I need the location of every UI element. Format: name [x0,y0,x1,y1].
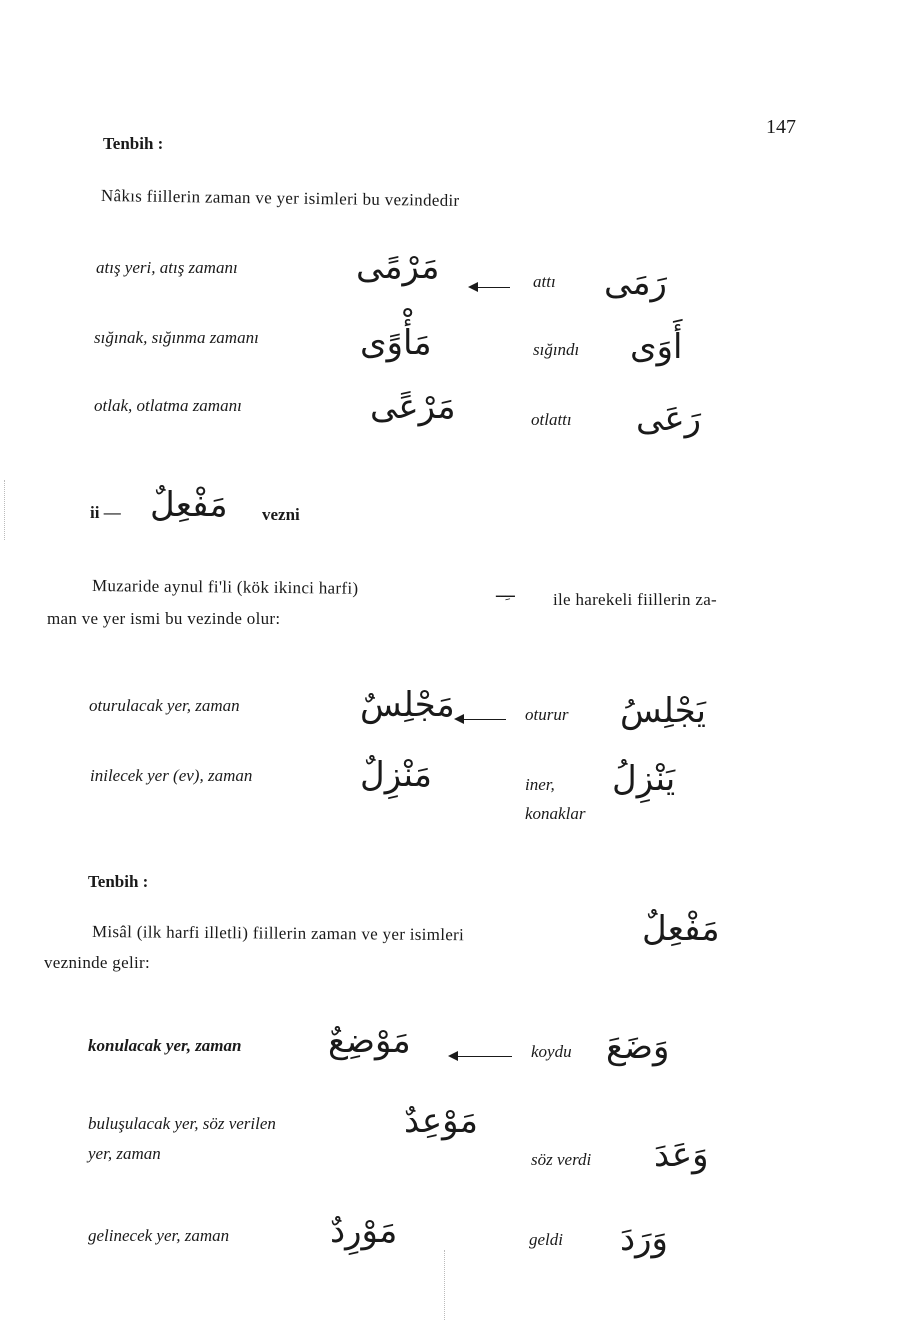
row8-noun: مَوْرِدٌ [330,1211,398,1251]
row3-noun: مَرْعًى [370,387,456,427]
row7-gloss: söz verdi [531,1150,592,1169]
row4-meaning: oturulacak yer, zaman [89,696,240,715]
row1-noun: مَرْمًى [356,247,440,287]
row4-noun: مَجْلِسٌ [360,685,455,725]
row2-verb: أَوَى [630,327,683,367]
row6-noun: مَوْضِعٌ [328,1021,411,1061]
page-number: 147 [766,116,796,138]
row5-gloss: iner, [525,775,555,794]
section2-suffix: vezni [262,505,300,524]
section3-pattern: مَفْعِلٌ [642,909,720,949]
row3-gloss: otlattı [531,410,572,429]
arrow-icon [450,1056,512,1057]
row7-verb: وَعَدَ [654,1135,709,1175]
section3-text-line1: Misâl (ilk harfi illetli) fiillerin zaman ve yer isimleri [91,922,465,945]
section1-heading: Tenbih : [103,134,164,153]
row8-meaning: gelinecek yer, zaman [88,1226,230,1245]
row5-verb: يَنْزِلُ [612,759,676,799]
row2-gloss: sığındı [533,340,580,359]
section2-text-line1: Muzaride aynul fi'li (kök ikinci harfi) [91,576,359,598]
section2-pattern: مَفْعِلٌ [150,485,228,525]
section3-text-line2: vezninde gelir: [44,953,150,972]
scan-artifact [4,480,5,540]
row8-gloss: geldi [529,1230,563,1249]
row2-meaning: sığınak, sığınma zamanı [94,328,259,347]
row1-meaning: atış yeri, atış zamanı [96,258,238,277]
row5-noun: مَنْزِلٌ [360,755,432,795]
section1-text: Nâkıs fiillerin zaman ve yer isimleri bu vezindedir [100,186,460,211]
row5-meaning: inilecek yer (ev), zaman [90,766,253,785]
row7-meaning: buluşulacak yer, söz verilen [88,1114,276,1133]
section2-kasra: ــِــ [496,584,515,601]
section2-text-line1b: ile harekeli fiillerin za- [553,590,718,609]
row4-gloss: oturur [525,705,569,724]
section2-text-line2: man ve yer ismi bu vezinde olur: [47,609,281,628]
scan-artifact [444,1250,445,1320]
row1-gloss: attı [533,272,556,291]
row7-meaning-2: yer, zaman [88,1144,161,1163]
row7-noun: مَوْعِدٌ [404,1101,478,1141]
arrow-icon [470,287,510,288]
row1-verb: رَمَى [604,263,667,303]
row3-verb: رَعَى [636,399,702,439]
row6-verb: وَضَعَ [606,1027,670,1067]
row6-gloss: koydu [531,1042,572,1061]
row2-noun: مَأْوًى [360,323,432,363]
row5-gloss-2: konaklar [525,804,586,823]
row8-verb: وَرَدَ [620,1219,668,1259]
section2-label: ii — [90,503,121,522]
arrow-icon [456,719,506,720]
row6-meaning: konulacak yer, zaman [88,1036,242,1055]
row4-verb: يَجْلِسُ [620,691,707,731]
section3-heading: Tenbih : [88,872,149,891]
row3-meaning: otlak, otlatma zamanı [94,396,242,415]
